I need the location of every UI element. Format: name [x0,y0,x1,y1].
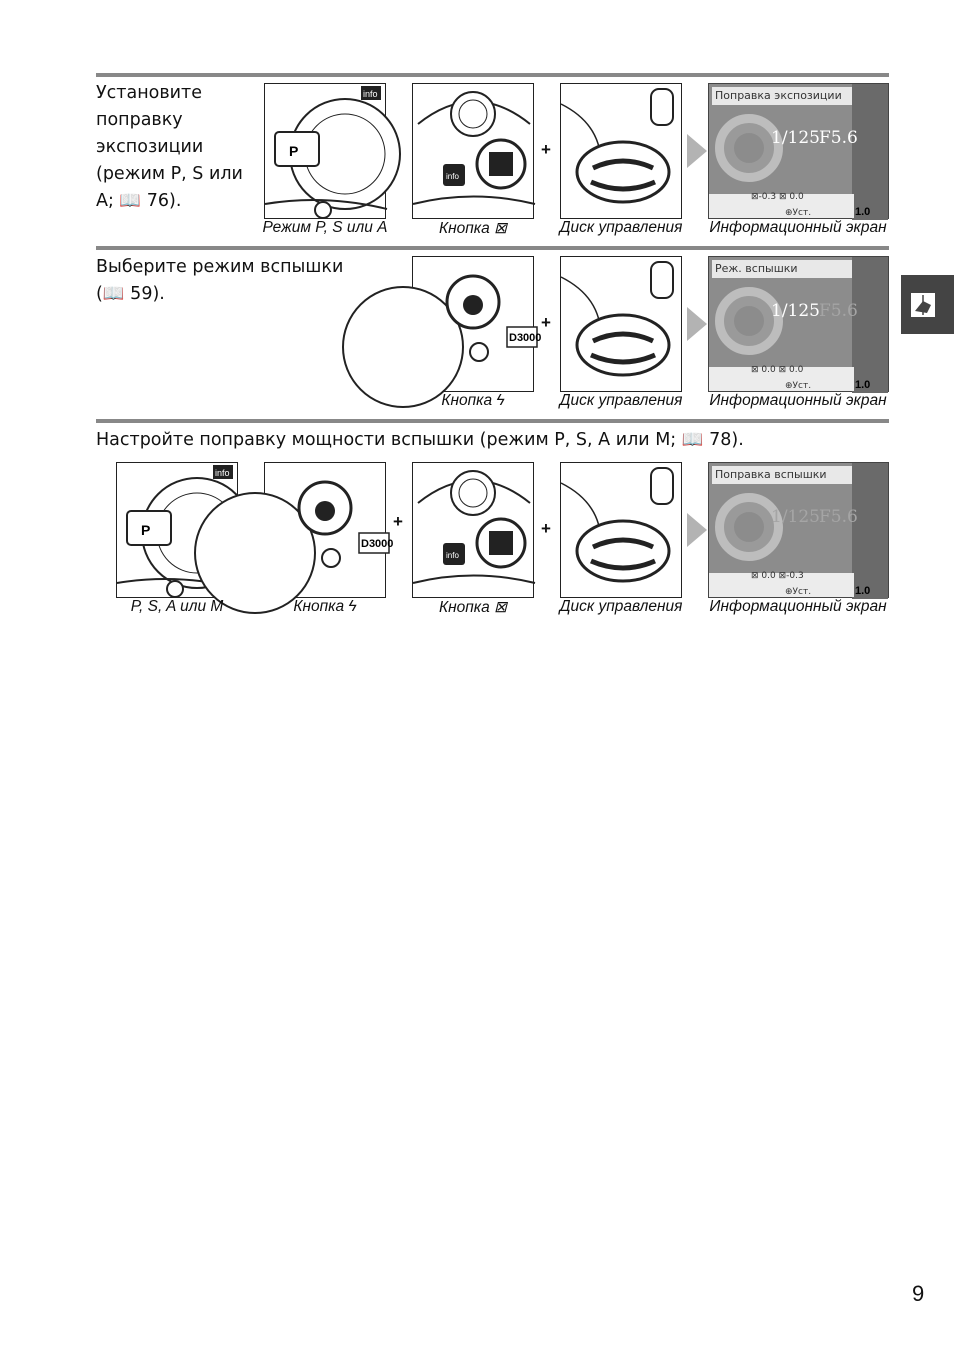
chapter-tab [901,275,954,334]
caption: P, S, A или M [130,598,224,615]
caption: Кнопка ϟ [293,598,357,615]
plus-sign: + [393,512,403,531]
shutter-speed: 1/125 [771,301,820,321]
frame-count: 1.0 [855,379,871,391]
section-divider [96,419,889,423]
set-label: ⊕Уст. [785,381,812,391]
frame-count: 1.0 [855,585,871,597]
flash-button-illustration [264,462,394,598]
aperture-value: F5.6 [819,507,858,527]
plus-sign: + [541,140,551,159]
caption: Кнопка ⊠ [438,220,508,237]
lcd-settings-column [852,84,888,220]
caption: Кнопка ⊠ [438,599,508,616]
lcd-title: Реж. вспышки [712,260,853,278]
command-dial-illustration [560,462,682,598]
caption: Диск управления [559,392,683,409]
arrow-right-icon [687,513,707,547]
info-display [708,256,889,392]
svg-text:info: info [446,551,459,560]
aperture-value: F5.6 [819,128,858,148]
aperture-ring-icon [715,493,783,561]
svg-text:D3000: D3000 [361,538,394,550]
exposure-button-illustration [412,462,534,598]
caption: Режим P, S или A [262,219,388,236]
svg-text:D3000: D3000 [509,332,542,344]
lcd-title: Поправка экспозиции [712,87,853,105]
lcd-settings-column [852,463,888,599]
shutter-speed: 1/125 [771,507,820,527]
plus-sign: + [541,313,551,332]
step-1-text: Установите поправку экспозиции (режим P, S или A; 📖 76). [96,83,243,211]
step-2-text: Выберите режим вспышки (📖 59). [96,257,344,304]
command-dial-illustration [560,83,682,219]
caption: Информационный экран [709,598,887,615]
arrow-right-icon [687,134,707,168]
plus-sign: + [541,519,551,538]
caption: Диск управления [559,598,683,615]
info-display [708,462,889,598]
lcd-title: Поправка вспышки [712,466,853,484]
arrow-right-icon [687,307,707,341]
flash-button-illustration [412,256,542,392]
aperture-value: F5.6 [819,301,858,321]
lcd-settings-column [852,257,888,393]
compensation-row: ⊠ 0.0 ⊠ 0.0 [751,365,804,375]
mode-dial-illustration [264,83,386,219]
svg-text:info: info [363,89,378,99]
info-display [708,83,889,219]
section-divider [96,246,889,250]
caption: Информационный экран [709,392,887,409]
step-3-text: Настройте поправку мощности вспышки (режим P, S, A или M; 📖 78). [96,430,744,450]
command-dial-illustration [560,256,682,392]
weathervane-icon [901,275,954,334]
svg-text:P: P [289,143,299,159]
compensation-row: ⊠-0.3 ⊠ 0.0 [751,192,804,202]
set-label: ⊕Уст. [785,208,812,218]
exposure-button-illustration [412,83,534,219]
set-label: ⊕Уст. [785,587,812,597]
frame-count: 1.0 [855,206,871,218]
svg-text:P: P [141,522,151,538]
compensation-row: ⊠ 0.0 ⊠-0.3 [751,571,804,581]
section-divider [96,73,889,77]
aperture-ring-icon [715,114,783,182]
caption: Информационный экран [709,219,887,236]
caption: Диск управления [559,219,683,236]
caption: Кнопка ϟ [441,392,505,409]
svg-text:info: info [215,468,230,478]
shutter-speed: 1/125 [771,128,820,148]
page-number: 9 [912,1281,925,1306]
aperture-ring-icon [715,287,783,355]
svg-text:info: info [446,172,459,181]
